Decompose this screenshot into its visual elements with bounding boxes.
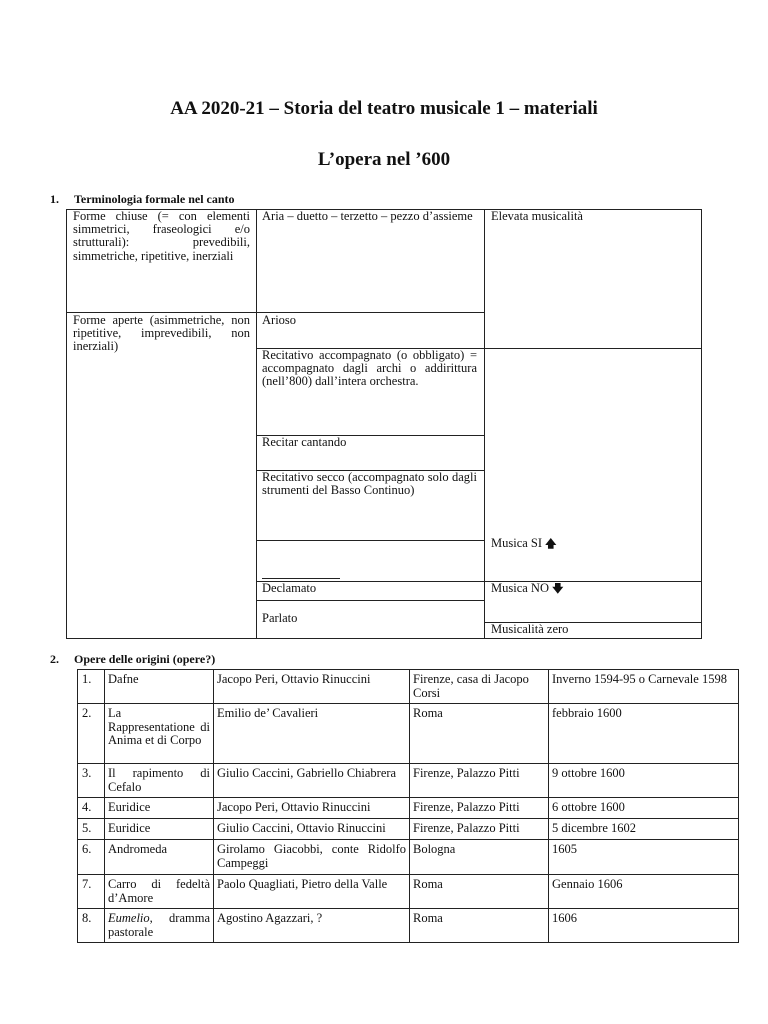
musica-no-cell: [491, 582, 696, 595]
table-border: [484, 348, 702, 349]
section-1-title: Terminologia formale nel canto: [74, 192, 235, 206]
musica-si-cell: [491, 537, 696, 550]
table-border: [66, 209, 67, 639]
opera-title: Euridice: [105, 819, 214, 840]
opera-authors: Agostino Agazzari, ?: [214, 909, 410, 943]
table-border: [701, 209, 702, 639]
arioso-cell: Arioso: [262, 313, 297, 327]
opera-title: Carro di fedeltà d’Amore: [105, 875, 214, 909]
opera-place: Roma: [410, 704, 549, 764]
section-2-heading: [50, 652, 215, 667]
opera-authors: Jacopo Peri, Ottavio Rinuccini: [214, 670, 410, 704]
table-border: [66, 638, 702, 639]
opera-place: Firenze, Palazzo Pitti: [410, 798, 549, 819]
recitar-cantando-cell: Recitar cantando: [262, 435, 347, 449]
opera-place: Firenze, Palazzo Pitti: [410, 819, 549, 840]
opera-date: 1605: [549, 840, 739, 875]
table-row: [78, 704, 739, 764]
opera-date: 6 ottobre 1600: [549, 798, 739, 819]
opera-place: Bologna: [410, 840, 549, 875]
table-border: [484, 209, 485, 639]
doc-title: AA 2020-21 – Storia del teatro musicale 1 – materiali: [170, 98, 598, 119]
section-2-number: 2.: [50, 652, 59, 666]
table-row: [78, 670, 739, 704]
section-2-title: Opere delle origini (opere?): [74, 652, 216, 666]
table-border: [256, 600, 485, 601]
musica-no-label: Musica NO: [491, 581, 549, 595]
opera-title: [105, 909, 214, 943]
opera-title-rest: , dramma pastorale: [108, 911, 210, 939]
musicalita-zero-cell: Musicalità zero: [491, 622, 569, 636]
opera-authors: Giulio Caccini, Gabriello Chiabrera: [214, 764, 410, 798]
opera-place: Firenze, casa di Jacopo Corsi: [410, 670, 549, 704]
opera-date: Inverno 1594-95 o Carnevale 1598: [549, 670, 739, 704]
opera-place: Roma: [410, 909, 549, 943]
aria-cell: Aria – duetto – terzetto – pezzo d’assieme: [262, 209, 473, 223]
declamato-cell: Declamato: [262, 581, 317, 595]
opera-date: 9 ottobre 1600: [549, 764, 739, 798]
opera-title: Il rapimento di Cefalo: [105, 764, 214, 798]
table-row: [78, 875, 739, 909]
opera-authors: Giulio Caccini, Ottavio Rinuccini: [214, 819, 410, 840]
opera-authors: Jacopo Peri, Ottavio Rinuccini: [214, 798, 410, 819]
table-border: [256, 540, 485, 541]
table-row: [78, 764, 739, 798]
opera-title: Andromeda: [105, 840, 214, 875]
table-border: [256, 209, 257, 639]
recitativo-secco-cell: Recitativo secco (accompagnato solo dagli strumenti del Basso Continuo): [262, 470, 477, 498]
row-number: 2.: [78, 704, 105, 764]
blank-underline: [262, 566, 340, 579]
opera-date: febbraio 1600: [549, 704, 739, 764]
table-row: [78, 909, 739, 943]
row-number: 1.: [78, 670, 105, 704]
arrow-down-icon: 🡇: [552, 582, 564, 595]
opera-title: Dafne: [105, 670, 214, 704]
arrow-up-icon: 🡅: [545, 537, 557, 550]
forme-chiuse-cell: Forme chiuse (= con elementi simmetrici, fraseologici e/o strutturali): prevedibili, simmetriche, ripetitive, inerziali: [73, 209, 250, 263]
row-number: 8.: [78, 909, 105, 943]
table-row: [78, 798, 739, 819]
opera-title: Euridice: [105, 798, 214, 819]
opera-date: 1606: [549, 909, 739, 943]
musica-si-label: Musica SI: [491, 536, 543, 550]
opera-place: Roma: [410, 875, 549, 909]
section-1-heading: [50, 192, 235, 207]
row-number: 7.: [78, 875, 105, 909]
table-row: [78, 840, 739, 875]
row-number: 5.: [78, 819, 105, 840]
operas-table: [77, 669, 739, 943]
opera-title: La Rappresentatione di Anima et di Corpo: [105, 704, 214, 764]
opera-authors: Emilio de’ Cavalieri: [214, 704, 410, 764]
opera-authors: Girolamo Giacobbi, conte Ridolfo Campeggi: [214, 840, 410, 875]
opera-place: Firenze, Palazzo Pitti: [410, 764, 549, 798]
opera-title-italic: Eumelio: [108, 911, 150, 925]
opera-date: Gennaio 1606: [549, 875, 739, 909]
opera-date: 5 dicembre 1602: [549, 819, 739, 840]
row-number: 3.: [78, 764, 105, 798]
table-row: [78, 819, 739, 840]
parlato-cell: Parlato: [262, 611, 298, 625]
section-1-number: 1.: [50, 192, 59, 206]
blank-line: [262, 566, 340, 582]
elevata-musicalita-cell: Elevata musicalità: [491, 209, 583, 223]
recitativo-accompagnato-cell: Recitativo accompagnato (o obbligato) = accompagnato dagli archi o addirittura (nell’800) dall’intera orchestra.: [262, 348, 477, 389]
forme-aperte-cell: Forme aperte (asimmetriche, non ripetitive, imprevedibili, non inerziali): [73, 313, 250, 354]
opera-authors: Paolo Quagliati, Pietro della Valle: [214, 875, 410, 909]
row-number: 6.: [78, 840, 105, 875]
doc-subtitle: L’opera nel ’600: [317, 149, 451, 170]
row-number: 4.: [78, 798, 105, 819]
